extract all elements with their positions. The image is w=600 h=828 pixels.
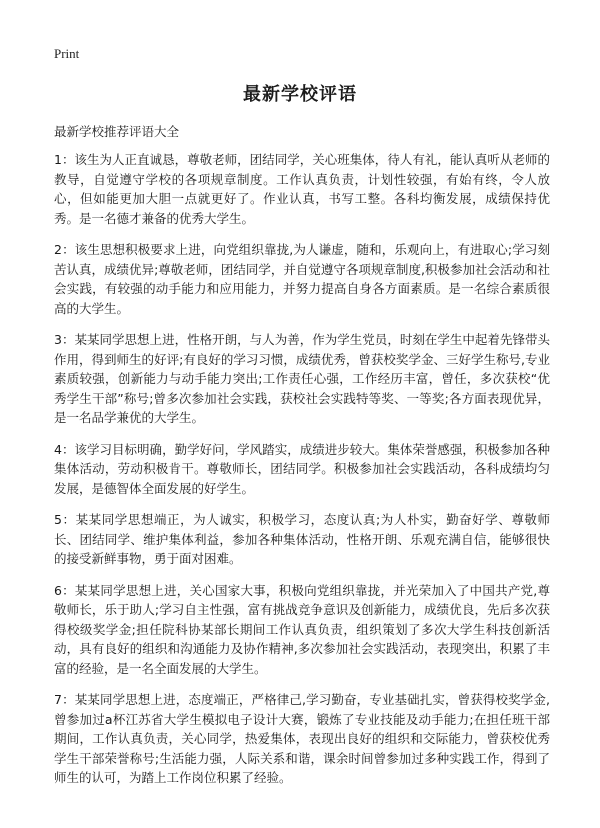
comments-body (54, 150, 550, 800)
comment-paragraph-4: 4：该学习目标明确，勤学好问，学风踏实，成绩进步较大。集体荣誉感强，积极参加各种集体活动，劳动积极肯干。尊敬师长，团结同学。积极参加社会实践活动，各科成绩均匀发展，是德智体全面发展的好学生。 (54, 441, 550, 496)
document-subtitle: 最新学校推荐评语大全 (54, 124, 180, 139)
comment-paragraph-6: 6：某某同学思想上进，关心国家大事，积极向党组织靠拢，并光荣加入了中国共产党,尊敬师长，乐于助人;学习自主性强，富有挑战竞争意识及创新能力，成绩优良，先后多次获得校级奖学金;担任院科协某部长期间工作认真负责，组织策划了多次大学生科技创新活动，具有良好的组织和沟通能力及协作精神,多次参加社会实践活动，表现突出，积累了丰富的经验，是一名全面发展的大学生。 (54, 582, 550, 676)
comment-paragraph-1: 1：该生为人正直诚恳，尊敬老师，团结同学，关心班集体，待人有礼，能认真听从老师的教导，自觉遵守学校的各项规章制度。工作认真负责，计划性较强，有始有终，令人放心，但如能更加大胆一点就更好了。作业认真，书写工整。各科均衡发展，成绩保持优秀。是一名德才兼备的优秀大学生。 (54, 152, 550, 226)
comment-paragraph-2: 2：该生思想积极要求上进，向党组织靠拢,为人谦虚，随和，乐观向上，有进取心;学习刻苦认真，成绩优异;尊敬老师，团结同学，并自觉遵守各项规章制度,积极参加社会活动和社会实践，有较强的动手能力和应用能力，并努力提高自身各方面素质。是一名综合素质很高的大学生。 (54, 242, 550, 316)
comment-paragraph-7: 7：某某同学思想上进，态度端正，严格律己,学习勤奋，专业基础扎实，曾获得校奖学金,曾参加过a杯江苏省大学生模拟电子设计大赛，锻炼了专业技能及动手能力;在担任班干部期间，工作认真负责，关心同学，热爱集体，表现出良好的组织和交际能力，曾获校优秀学生干部荣誉称号;生活能力强，人际关系和谐，课余时间曾参加过多种实践工作，得到了师生的认可，为踏上工作岗位积累了经验。 (54, 692, 550, 785)
document-title: 最新学校评语 (243, 84, 357, 105)
comment-paragraph-5: 5：某某同学思想端正，为人诚实，积极学习，态度认真;为人朴实，勤奋好学、尊敬师长、团结同学、维护集体利益，参加各种集体活动，性格开朗、乐观充满自信，能够很快的接受新鲜事物，勇于面对困难。 (54, 512, 550, 566)
comment-paragraph-3: 3：某某同学思想上进，性格开朗，与人为善，作为学生党员，时刻在学生中起着先锋带头作用，得到师生的好评;有良好的学习习惯，成绩优秀，曾获校奖学金、三好学生称号,专业素质较强，创新能力与动手能力突出;工作责任心强，工作经历丰富，曾任，多次获校“优秀学生干部”称号;曾多次参加社会实践，获校社会实践特等奖、一等奖;各方面表现优异，是一名品学兼优的大学生。 (54, 332, 550, 425)
print-label: Print (54, 46, 80, 61)
